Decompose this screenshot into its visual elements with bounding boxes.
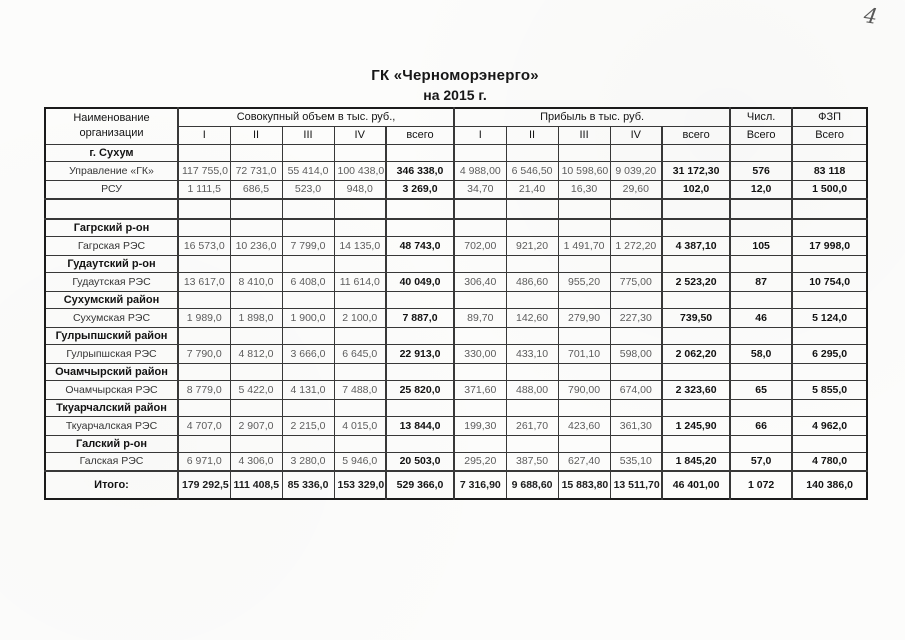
volume-q2-cell [230,327,282,344]
profit-total-cell [662,199,730,219]
volume-q3-cell [282,327,334,344]
profit-q1-cell: 89,70 [454,308,506,327]
volume-q2-cell: 686,5 [230,180,282,199]
section-row [45,219,867,236]
volume-total-header: всего [386,126,454,144]
profit-total-cell: 2 062,20 [662,344,730,363]
profit-total-cell: 1 245,90 [662,416,730,435]
payroll-total-cell: 4 780,0 [792,452,867,471]
volume-q3-cell: 523,0 [282,180,334,199]
profit-q4-cell [610,327,662,344]
data-row [45,344,867,363]
column-group-staff: Числ. [730,108,792,126]
profit-total-cell [662,327,730,344]
profit-q2-cell [506,435,558,452]
handwritten-page-number: 4 [861,3,879,29]
volume-q3-cell: 1 900,0 [282,308,334,327]
staff-total-cell [730,435,792,452]
staff-total-cell: 105 [730,236,792,255]
profit-q4-header: IV [610,126,662,144]
volume-q3-cell: 55 414,0 [282,161,334,180]
profit-q1-cell: 4 988,00 [454,161,506,180]
profit-q4-cell: 1 272,20 [610,236,662,255]
profit-q2-cell [506,144,558,161]
volume-q2-cell [230,199,282,219]
org-name-cell: Управление «ГК» [45,161,178,180]
profit-total-cell [662,291,730,308]
volume-q4-cell [334,327,386,344]
profit-q1-cell: 295,20 [454,452,506,471]
volume-total-cell [386,291,454,308]
volume-q2-cell: 111 408,5 [230,471,282,499]
payroll-total-cell [792,199,867,219]
payroll-total-cell [792,363,867,380]
volume-total-cell: 48 743,0 [386,236,454,255]
profit-q4-cell: 598,00 [610,344,662,363]
volume-q1-cell: 6 971,0 [178,452,230,471]
volume-q1-cell: 16 573,0 [178,236,230,255]
volume-q2-cell [230,399,282,416]
volume-total-cell: 22 913,0 [386,344,454,363]
profit-q4-cell: 775,00 [610,272,662,291]
volume-q2-cell: 1 898,0 [230,308,282,327]
volume-q3-cell [282,144,334,161]
volume-q4-cell [334,144,386,161]
volume-q1-cell: 7 790,0 [178,344,230,363]
volume-q3-cell [282,199,334,219]
report-table [44,107,868,500]
profit-q4-cell [610,219,662,236]
volume-q2-cell [230,363,282,380]
volume-q3-cell [282,255,334,272]
volume-q2-cell: 5 422,0 [230,380,282,399]
profit-q2-cell [506,255,558,272]
volume-q4-cell: 7 488,0 [334,380,386,399]
payroll-total-cell: 4 962,0 [792,416,867,435]
profit-q3-cell [558,219,610,236]
empty-row [45,199,867,219]
staff-subheader: Всего [730,126,792,144]
profit-q2-cell [506,363,558,380]
data-row [45,272,867,291]
profit-q3-cell: 10 598,60 [558,161,610,180]
volume-q1-cell [178,327,230,344]
profit-total-cell: 4 387,10 [662,236,730,255]
volume-q4-header: IV [334,126,386,144]
profit-total-cell: 2 523,20 [662,272,730,291]
profit-q2-cell: 261,70 [506,416,558,435]
volume-q3-cell: 4 131,0 [282,380,334,399]
profit-q1-header: I [454,126,506,144]
volume-q2-cell [230,219,282,236]
org-name-cell: Гагрский р-он [45,219,178,236]
profit-q3-cell: 15 883,80 [558,471,610,499]
payroll-total-cell: 5 855,0 [792,380,867,399]
volume-q2-cell: 8 410,0 [230,272,282,291]
column-group-profit: Прибыль в тыс. руб. [454,108,730,126]
org-name-cell: Гудаутская РЭС [45,272,178,291]
volume-q2-cell: 10 236,0 [230,236,282,255]
volume-q4-cell [334,255,386,272]
data-row [45,308,867,327]
staff-total-cell: 57,0 [730,452,792,471]
volume-total-cell: 20 503,0 [386,452,454,471]
payroll-total-cell: 17 998,0 [792,236,867,255]
profit-q2-cell [506,399,558,416]
profit-q3-cell: 16,30 [558,180,610,199]
volume-q4-cell [334,199,386,219]
profit-q4-cell: 13 511,70 [610,471,662,499]
staff-total-cell [730,144,792,161]
volume-total-cell: 25 820,0 [386,380,454,399]
column-header-organization [45,108,178,144]
section-row [45,255,867,272]
profit-q4-cell: 9 039,20 [610,161,662,180]
org-name-cell: Гагрская РЭС [45,236,178,255]
profit-q1-cell [454,291,506,308]
payroll-total-cell: 140 386,0 [792,471,867,499]
profit-q1-cell: 7 316,90 [454,471,506,499]
profit-q1-cell [454,199,506,219]
payroll-total-cell [792,144,867,161]
volume-q1-cell [178,435,230,452]
staff-total-cell [730,291,792,308]
volume-total-cell [386,255,454,272]
profit-q4-cell [610,435,662,452]
volume-q3-cell: 7 799,0 [282,236,334,255]
volume-q3-cell [282,435,334,452]
volume-q4-cell: 2 100,0 [334,308,386,327]
document-subtitle: на 2015 г. [423,86,487,103]
profit-q4-cell: 29,60 [610,180,662,199]
staff-total-cell: 65 [730,380,792,399]
volume-total-cell [386,327,454,344]
payroll-total-cell [792,327,867,344]
volume-q1-cell [178,291,230,308]
volume-total-cell: 346 338,0 [386,161,454,180]
volume-q1-cell [178,399,230,416]
volume-q1-cell: 179 292,5 [178,471,230,499]
profit-q3-cell: 423,60 [558,416,610,435]
profit-q3-cell [558,255,610,272]
profit-q1-cell [454,399,506,416]
payroll-subheader: Всего [792,126,867,144]
profit-total-cell [662,219,730,236]
column-group-volume: Совокупный объем в тыс. руб., [178,108,454,126]
section-row [45,399,867,416]
profit-q1-cell: 330,00 [454,344,506,363]
volume-q4-cell [334,291,386,308]
volume-total-cell: 13 844,0 [386,416,454,435]
staff-total-cell: 1 072 [730,471,792,499]
volume-q1-cell [178,219,230,236]
data-row [45,236,867,255]
profit-q3-cell: 627,40 [558,452,610,471]
profit-q1-cell: 34,70 [454,180,506,199]
org-name-cell: Очамчырская РЭС [45,380,178,399]
profit-q2-cell: 21,40 [506,180,558,199]
volume-q1-cell: 1 111,5 [178,180,230,199]
section-row [45,144,867,161]
profit-q3-cell [558,327,610,344]
profit-q1-cell: 306,40 [454,272,506,291]
payroll-total-cell [792,291,867,308]
volume-q4-cell [334,435,386,452]
profit-total-cell: 102,0 [662,180,730,199]
volume-q1-cell [178,199,230,219]
profit-q4-cell [610,399,662,416]
profit-q4-cell: 361,30 [610,416,662,435]
staff-total-cell [730,399,792,416]
total-row [45,471,867,499]
org-name-cell: Очамчырский район [45,363,178,380]
profit-q1-cell: 371,60 [454,380,506,399]
volume-q4-cell [334,399,386,416]
profit-q2-cell: 142,60 [506,308,558,327]
volume-q3-cell: 3 280,0 [282,452,334,471]
org-name-cell: Ткуарчалская РЭС [45,416,178,435]
org-name-cell: Гулрыпшский район [45,327,178,344]
org-name-cell: Гулрыпшская РЭС [45,344,178,363]
section-row [45,291,867,308]
profit-q2-cell: 6 546,50 [506,161,558,180]
volume-q1-header: I [178,126,230,144]
profit-q1-cell: 199,30 [454,416,506,435]
table-header-groups-row [45,108,867,126]
volume-q4-cell: 14 135,0 [334,236,386,255]
profit-q4-cell: 227,30 [610,308,662,327]
staff-total-cell [730,199,792,219]
volume-q2-cell: 4 812,0 [230,344,282,363]
profit-q2-cell: 433,10 [506,344,558,363]
profit-q3-cell: 955,20 [558,272,610,291]
profit-q2-cell [506,219,558,236]
payroll-total-cell: 5 124,0 [792,308,867,327]
org-name-cell: Галский р-он [45,435,178,452]
staff-total-cell: 576 [730,161,792,180]
volume-q4-cell: 4 015,0 [334,416,386,435]
document-title-block [44,66,866,104]
org-name-cell: РСУ [45,180,178,199]
volume-q1-cell: 8 779,0 [178,380,230,399]
data-row [45,452,867,471]
volume-q1-cell: 117 755,0 [178,161,230,180]
payroll-total-cell: 83 118 [792,161,867,180]
profit-q2-cell: 488,00 [506,380,558,399]
org-name-cell: Галская РЭС [45,452,178,471]
profit-q4-cell: 674,00 [610,380,662,399]
profit-q2-cell [506,199,558,219]
volume-total-cell [386,435,454,452]
staff-total-cell: 46 [730,308,792,327]
data-row [45,380,867,399]
volume-q3-cell: 2 215,0 [282,416,334,435]
volume-q4-cell: 5 946,0 [334,452,386,471]
profit-q3-cell [558,363,610,380]
staff-total-cell [730,327,792,344]
profit-q1-cell [454,435,506,452]
profit-total-cell [662,363,730,380]
volume-q2-header: II [230,126,282,144]
volume-q3-cell: 85 336,0 [282,471,334,499]
profit-q1-cell [454,327,506,344]
staff-total-cell [730,363,792,380]
profit-total-cell: 31 172,30 [662,161,730,180]
volume-q3-header: III [282,126,334,144]
payroll-total-cell: 1 500,0 [792,180,867,199]
volume-q2-cell [230,144,282,161]
volume-q1-cell [178,363,230,380]
staff-total-cell: 66 [730,416,792,435]
column-header-organization-line2: организации [79,127,144,140]
volume-q3-cell: 3 666,0 [282,344,334,363]
section-row [45,363,867,380]
profit-total-cell [662,144,730,161]
profit-q3-cell [558,291,610,308]
volume-q2-cell: 72 731,0 [230,161,282,180]
profit-q1-cell [454,219,506,236]
profit-q1-cell: 702,00 [454,236,506,255]
profit-q1-cell [454,144,506,161]
org-name-cell [45,199,178,219]
data-row [45,416,867,435]
org-name-cell: Гудаутский р-он [45,255,178,272]
volume-total-cell: 40 049,0 [386,272,454,291]
staff-total-cell: 58,0 [730,344,792,363]
profit-q2-header: II [506,126,558,144]
profit-q3-header: III [558,126,610,144]
profit-q4-cell: 535,10 [610,452,662,471]
payroll-total-cell [792,219,867,236]
profit-q2-cell [506,327,558,344]
profit-total-cell: 46 401,00 [662,471,730,499]
payroll-total-cell: 10 754,0 [792,272,867,291]
profit-total-cell [662,435,730,452]
org-name-cell: г. Сухум [45,144,178,161]
staff-total-cell: 12,0 [730,180,792,199]
volume-q2-cell [230,291,282,308]
profit-q3-cell: 790,00 [558,380,610,399]
profit-q2-cell: 9 688,60 [506,471,558,499]
profit-q3-cell: 701,10 [558,344,610,363]
volume-q4-cell [334,219,386,236]
volume-q4-cell: 11 614,0 [334,272,386,291]
volume-q2-cell: 2 907,0 [230,416,282,435]
volume-q3-cell [282,399,334,416]
profit-q4-cell [610,363,662,380]
profit-total-cell [662,399,730,416]
payroll-total-cell [792,255,867,272]
report-table-body [45,144,867,499]
profit-q2-cell [506,291,558,308]
staff-total-cell [730,219,792,236]
org-name-cell: Сухумская РЭС [45,308,178,327]
volume-q4-cell: 100 438,0 [334,161,386,180]
document-title: ГК «Черноморэнерго» [371,67,539,84]
profit-q4-cell [610,291,662,308]
profit-q3-cell [558,435,610,452]
volume-q3-cell [282,291,334,308]
section-row [45,435,867,452]
volume-total-cell [386,363,454,380]
volume-total-cell [386,144,454,161]
volume-q1-cell [178,144,230,161]
volume-q1-cell [178,255,230,272]
volume-total-cell: 7 887,0 [386,308,454,327]
profit-q3-cell [558,144,610,161]
column-header-organization-line1: Наименование [73,112,150,125]
profit-q4-cell [610,255,662,272]
data-row [45,180,867,199]
profit-total-cell: 739,50 [662,308,730,327]
volume-q4-cell: 153 329,0 [334,471,386,499]
volume-total-cell: 3 269,0 [386,180,454,199]
profit-q1-cell [454,255,506,272]
volume-total-cell [386,219,454,236]
column-group-payroll: ФЗП [792,108,867,126]
volume-q3-cell: 6 408,0 [282,272,334,291]
profit-q3-cell: 1 491,70 [558,236,610,255]
profit-q3-cell: 279,90 [558,308,610,327]
volume-q2-cell [230,435,282,452]
staff-total-cell: 87 [730,272,792,291]
payroll-total-cell [792,435,867,452]
data-row [45,161,867,180]
profit-q3-cell [558,399,610,416]
volume-q2-cell: 4 306,0 [230,452,282,471]
staff-total-cell [730,255,792,272]
payroll-total-cell [792,399,867,416]
volume-total-cell [386,399,454,416]
profit-total-header: всего [662,126,730,144]
payroll-total-cell: 6 295,0 [792,344,867,363]
profit-q2-cell: 921,20 [506,236,558,255]
profit-q3-cell [558,199,610,219]
volume-total-cell: 529 366,0 [386,471,454,499]
profit-q2-cell: 387,50 [506,452,558,471]
profit-total-cell: 1 845,20 [662,452,730,471]
profit-total-cell: 2 323,60 [662,380,730,399]
volume-q1-cell: 1 989,0 [178,308,230,327]
profit-q1-cell [454,363,506,380]
volume-q3-cell [282,363,334,380]
volume-q4-cell: 6 645,0 [334,344,386,363]
org-name-cell: Ткуарчалский район [45,399,178,416]
org-name-cell: Сухумский район [45,291,178,308]
volume-q1-cell: 4 707,0 [178,416,230,435]
volume-q2-cell [230,255,282,272]
section-row [45,327,867,344]
volume-q3-cell [282,219,334,236]
volume-q4-cell [334,363,386,380]
profit-q2-cell: 486,60 [506,272,558,291]
volume-q4-cell: 948,0 [334,180,386,199]
profit-q4-cell [610,199,662,219]
volume-q1-cell: 13 617,0 [178,272,230,291]
profit-q4-cell [610,144,662,161]
volume-total-cell [386,199,454,219]
org-name-cell: Итого: [45,471,178,499]
profit-total-cell [662,255,730,272]
